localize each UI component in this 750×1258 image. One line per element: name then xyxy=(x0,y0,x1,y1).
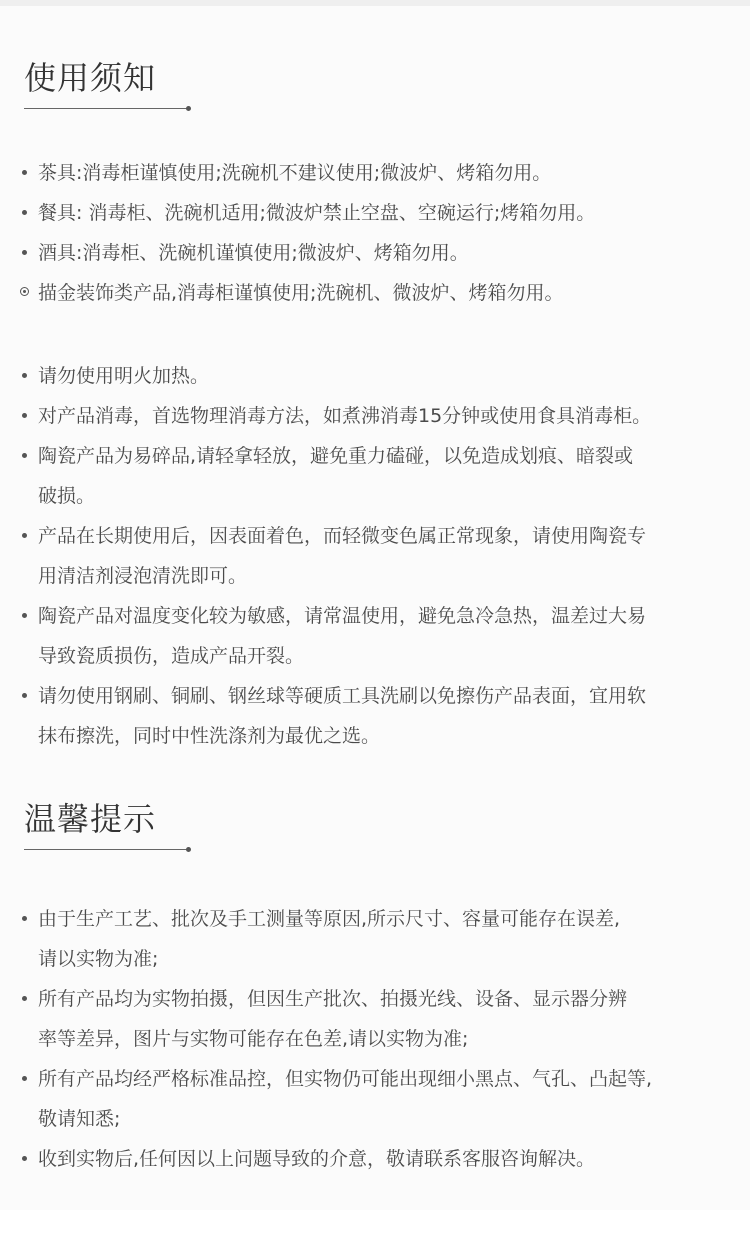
tip-item xyxy=(20,1059,735,1139)
item-text-line: 产品在长期使用后，因表面着色，而轻微变色属正常现象，请使用陶瓷专 xyxy=(38,525,647,547)
item-text-line: 请勿使用钢刷、铜刷、钢丝球等硬质工具洗刷以免擦伤产品表面，宜用软 xyxy=(38,685,647,707)
tips-list xyxy=(20,899,735,1179)
bullet-dot-icon xyxy=(22,996,27,1001)
item-text-line: 酒具:消毒柜、洗碗机谨慎使用;微波炉、烤箱勿用。 xyxy=(38,242,469,264)
usage-heading: 使用须知 xyxy=(24,59,157,97)
item-text-line: 茶具:消毒柜谨慎使用;洗碗机不建议使用;微波炉、烤箱勿用。 xyxy=(38,162,552,184)
item-text-line: 对产品消毒，首选物理消毒方法，如煮沸消毒15分钟或使用食具消毒柜。 xyxy=(38,405,652,427)
underline-dot xyxy=(186,106,191,111)
item-text-line: 陶瓷产品对温度变化较为敏感，请常温使用，避免急冷急热，温差过大易 xyxy=(38,605,647,627)
item-text-line: 请勿使用明火加热。 xyxy=(38,365,210,387)
bullet-dot-icon xyxy=(22,916,27,921)
item-text-line: 所有产品均为实物拍摄，但因生产批次、拍摄光线、设备、显示器分辨 xyxy=(38,988,628,1010)
usage-care-item-tableware xyxy=(20,193,735,233)
item-text-line: 餐具: 消毒柜、洗碗机适用;微波炉禁止空盘、空碗运行;烤箱勿用。 xyxy=(38,202,596,224)
item-text-line: 描金装饰类产品,消毒柜谨慎使用;洗碗机、微波炉、烤箱勿用。 xyxy=(38,282,564,304)
item-text-line: 导致瓷质损伤，造成产品开裂。 xyxy=(38,645,305,667)
item-text-line: 率等差异，图片与实物可能存在色差,请以实物为准; xyxy=(38,1028,469,1050)
item-text-line: 请以实物为准; xyxy=(38,948,159,970)
bullet-dot-icon xyxy=(22,210,27,215)
item-text-line: 陶瓷产品为易碎品,请轻拿轻放，避免重力磕碰，以免造成划痕、暗裂或 xyxy=(38,445,634,467)
tips-heading: 温馨提示 xyxy=(24,800,157,838)
usage-note-item xyxy=(20,516,735,596)
item-text-line: 破损。 xyxy=(38,485,96,507)
bullet-dot-icon xyxy=(22,1076,27,1081)
item-text-line: 由于生产工艺、批次及手工测量等原因,所示尺寸、容量可能存在误差, xyxy=(38,908,621,930)
usage-care-item-gilded xyxy=(20,273,735,313)
bullet-dot-icon xyxy=(22,413,27,418)
tip-item xyxy=(20,899,735,979)
bullet-dot-icon xyxy=(22,373,27,378)
bottom-margin xyxy=(0,1210,750,1258)
usage-note-item xyxy=(20,356,735,396)
bullet-dot-icon xyxy=(22,453,27,458)
circled-bullet-icon xyxy=(20,287,29,296)
underline-dot xyxy=(186,847,191,852)
bullet-dot-icon xyxy=(22,693,27,698)
usage-notes-list xyxy=(20,356,735,756)
tip-item xyxy=(20,1139,735,1179)
usage-note-item xyxy=(20,676,735,756)
item-text-line: 所有产品均经严格标准品控，但实物仍可能出现细小黑点、气孔、凸起等, xyxy=(38,1068,653,1090)
usage-care-item-teaware xyxy=(20,153,735,193)
bullet-dot-icon xyxy=(22,250,27,255)
usage-heading-underline xyxy=(24,108,188,109)
bullet-dot-icon xyxy=(22,613,27,618)
bullet-dot-icon xyxy=(22,1156,27,1161)
usage-care-item-drinkware xyxy=(20,233,735,273)
usage-care-list xyxy=(20,153,735,313)
item-text-line: 敬请知悉; xyxy=(38,1108,121,1130)
item-text-line: 收到实物后,任何因以上问题导致的介意，敬请联系客服咨询解决。 xyxy=(38,1148,596,1170)
tip-item xyxy=(20,979,735,1059)
bullet-dot-icon xyxy=(22,533,27,538)
usage-note-item xyxy=(20,436,735,516)
item-text-line: 用清洁剂浸泡清洗即可。 xyxy=(38,565,248,587)
item-text-line: 抹布擦洗，同时中性洗涤剂为最优之选。 xyxy=(38,725,381,747)
bullet-dot-icon xyxy=(22,170,27,175)
usage-note-item xyxy=(20,396,735,436)
tips-heading-underline xyxy=(24,849,188,850)
usage-note-item xyxy=(20,596,735,676)
